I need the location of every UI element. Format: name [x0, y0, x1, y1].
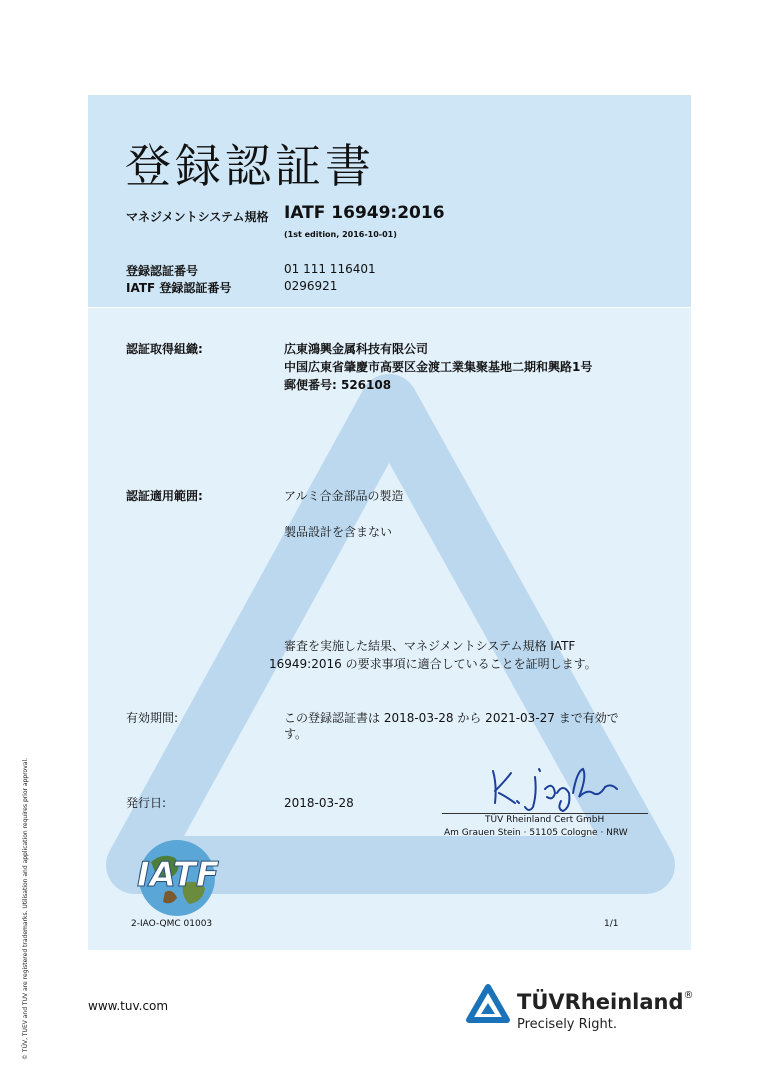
standard-label: マネジメントシステム規格: [126, 210, 269, 224]
reg-no-label: 登録認証番号: [126, 264, 199, 278]
statement-line-2: 16949:2016 の要求事項に適合していることを証明します。: [269, 657, 597, 671]
org-name: 広東鴻興金属科技有限公司: [284, 342, 429, 356]
scope-line-1: アルミ合金部品の製造: [284, 489, 404, 503]
signature-image: [483, 763, 643, 813]
trademark-note: © TÜV, TUEV and TUV are registered trademarks. Utilisation and application requires prior approval.: [22, 757, 29, 1060]
standard-value: IATF 16949:2016: [284, 203, 445, 223]
brand-logo-text: [517, 990, 694, 1014]
reg-no-value: 01 111 116401: [284, 262, 376, 276]
scope-label: 認証適用範囲:: [126, 489, 203, 503]
issuer-address: Am Grauen Stein · 51105 Cologne · NRW: [444, 828, 628, 838]
page-number: 1/1: [604, 919, 619, 929]
iatf-no-label: IATF 登録認証番号: [126, 281, 232, 295]
validity-label: 有効期間:: [126, 711, 179, 725]
brand-tagline: Precisely Right.: [517, 1017, 618, 1032]
edition: (1st edition, 2016-10-01): [284, 230, 397, 239]
logo-text: IATF: [137, 855, 220, 895]
signature-line: [442, 813, 648, 814]
issuer-name: TÜV Rheinland Cert GmbH: [485, 815, 605, 825]
org-address: 中国広東省肇慶市高要区金渡工業集聚基地二期和興路1号: [284, 360, 593, 374]
website-link[interactable]: www.tuv.com: [88, 999, 169, 1013]
iatf-globe-logo: [125, 828, 230, 923]
doc-code: 2-IAO-QMC 01003: [131, 919, 213, 929]
certificate-title: 登録認証書: [125, 139, 375, 193]
issue-date: 2018-03-28: [284, 796, 354, 810]
brand-name: TÜVRheinland: [517, 990, 684, 1014]
registered-mark: ®: [683, 990, 694, 1001]
validity-line-2: す。: [284, 727, 308, 741]
certificate: [88, 95, 691, 950]
scope-line-2: 製品設計を含まない: [284, 525, 393, 539]
org-postal: 郵便番号: 526108: [284, 378, 392, 392]
validity-line-1: この登録認証書は 2018-03-28 から 2021-03-27 まで有効で: [284, 711, 619, 725]
org-label: 認証取得組織:: [126, 342, 203, 356]
iatf-no-value: 0296921: [284, 279, 338, 293]
issue-label: 発行日:: [126, 796, 167, 810]
tuv-triangle-icon: [465, 983, 511, 1025]
statement-line-1: 審査を実施した結果、マネジメントシステム規格 IATF: [284, 639, 576, 653]
